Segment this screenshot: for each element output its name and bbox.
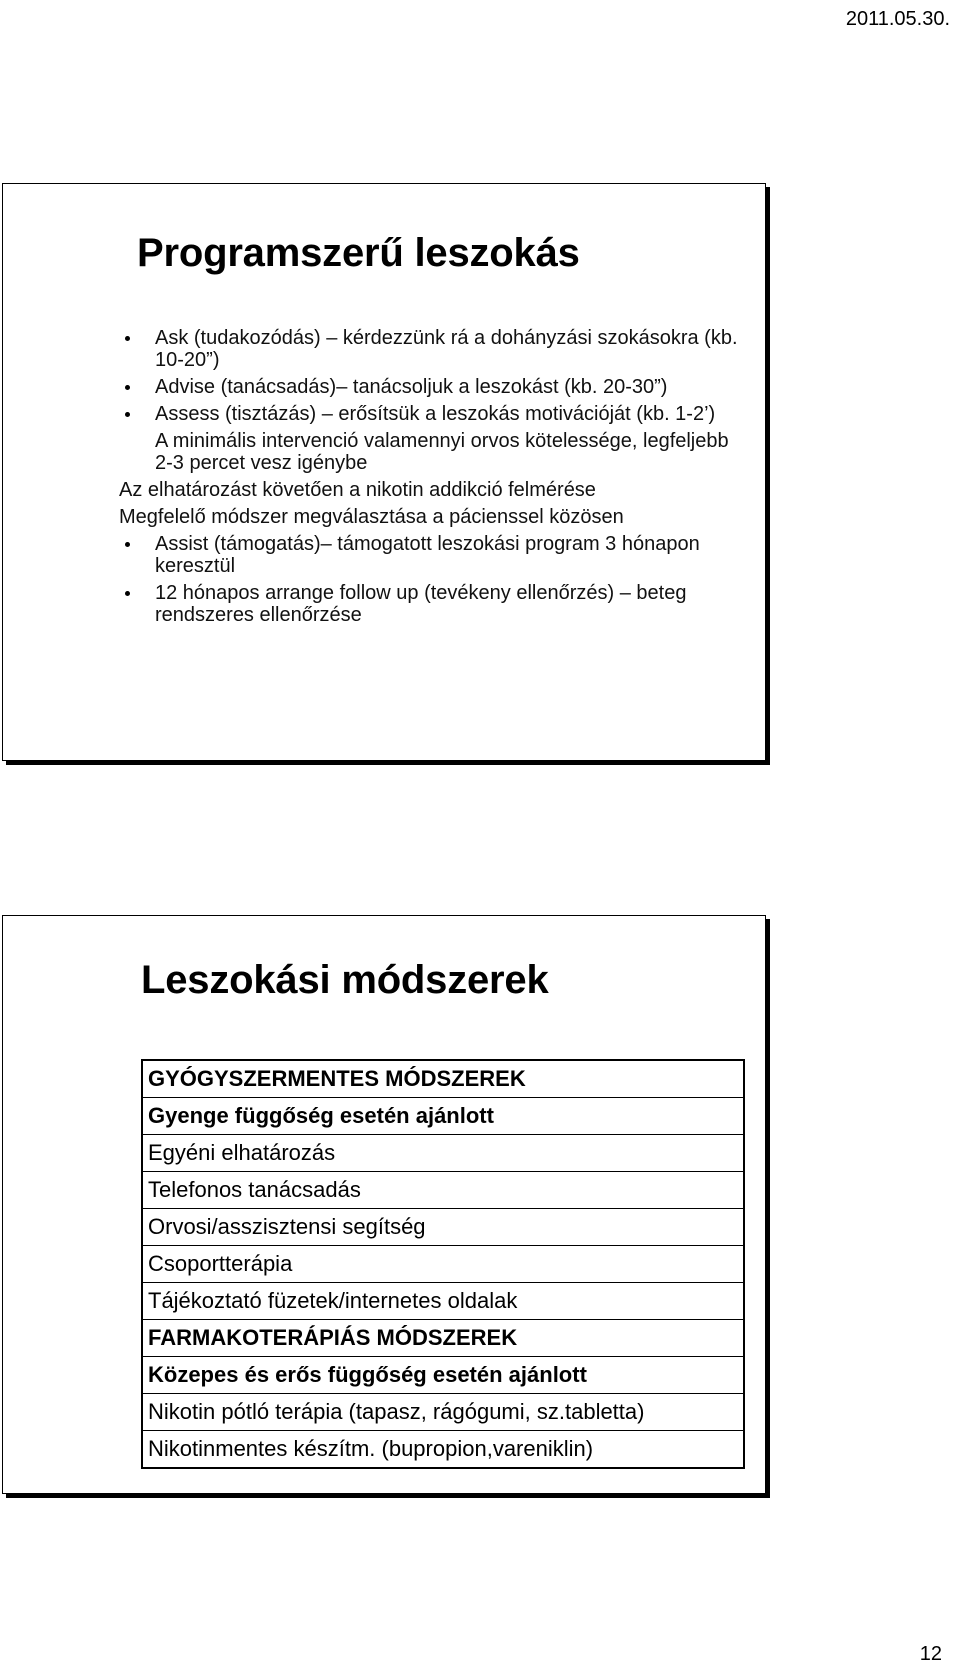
table-cell: Egyéni elhatározás: [142, 1135, 744, 1172]
list-item: [119, 582, 739, 626]
table-row: [142, 1357, 744, 1394]
list-item: [119, 533, 739, 577]
list-item-text: Assess (tisztázás) – erősítsük a leszokás motivációját (kb. 1-2’): [155, 403, 716, 425]
bullet-list: [119, 327, 739, 631]
list-item: [119, 506, 739, 528]
table-cell: Nikotin pótló terápia (tapasz, rágógumi, sz.tabletta): [142, 1394, 744, 1431]
table-row: [142, 1098, 744, 1135]
table-row: [142, 1283, 744, 1320]
table-row: [142, 1431, 744, 1469]
table-cell: GYÓGYSZERMENTES MÓDSZEREK: [142, 1060, 744, 1098]
table-cell: Orvosi/asszisztensi segítség: [142, 1209, 744, 1246]
header-date: 2011.05.30.: [845, 8, 950, 30]
table-row: [142, 1209, 744, 1246]
table-cell: Gyenge függőség esetén ajánlott: [142, 1098, 744, 1135]
table-row: [142, 1060, 744, 1098]
list-item: [119, 376, 739, 398]
table-row: [142, 1246, 744, 1283]
table-row: [142, 1320, 744, 1357]
bullet-icon: [125, 591, 130, 596]
list-item: [119, 479, 739, 501]
methods-table: [141, 1059, 745, 1469]
list-item: [119, 430, 739, 474]
table-row: [142, 1135, 744, 1172]
list-item-text: Ask (tudakozódás) – kérdezzünk rá a dohányzási szokásokra (kb. 10-20”): [155, 327, 738, 371]
slide-title: Programszerű leszokás: [137, 231, 580, 275]
list-item-text: Advise (tanácsadás)– tanácsoljuk a leszokást (kb. 20-30”): [155, 376, 668, 398]
slide-title: Leszokási módszerek: [141, 958, 549, 1002]
table-row: [142, 1172, 744, 1209]
list-item-text: Megfelelő módszer megválasztása a pácienssel közösen: [119, 506, 624, 528]
bullet-icon: [125, 542, 130, 547]
table-cell: Tájékoztató füzetek/internetes oldalak: [142, 1283, 744, 1320]
list-item: [119, 403, 739, 425]
bullet-icon: [125, 412, 130, 417]
table-cell: Csoportterápia: [142, 1246, 744, 1283]
page-number: 12: [919, 1643, 942, 1665]
table-cell: Nikotinmentes készítm. (bupropion,vareniklin): [142, 1431, 744, 1469]
table-row: [142, 1394, 744, 1431]
table-cell: FARMAKOTERÁPIÁS MÓDSZEREK: [142, 1320, 744, 1357]
list-item-text: Assist (támogatás)– támogatott leszokási program 3 hónapon keresztül: [155, 533, 700, 577]
list-item-text: A minimális intervenció valamennyi orvos kötelessége, legfeljebb 2-3 percet vesz igénybe: [155, 430, 729, 474]
list-item-text: 12 hónapos arrange follow up (tevékeny ellenőrzés) – beteg rendszeres ellenőrzése: [155, 582, 687, 626]
list-item: [119, 327, 739, 371]
bullet-icon: [125, 336, 130, 341]
slide-leszokasi-modszerek: [2, 915, 766, 1494]
table-cell: Telefonos tanácsadás: [142, 1172, 744, 1209]
table-cell: Közepes és erős függőség esetén ajánlott: [142, 1357, 744, 1394]
slide-programszeru-leszokas: [2, 183, 766, 761]
list-item-text: Az elhatározást követően a nikotin addikció felmérése: [119, 479, 596, 501]
bullet-icon: [125, 385, 130, 390]
